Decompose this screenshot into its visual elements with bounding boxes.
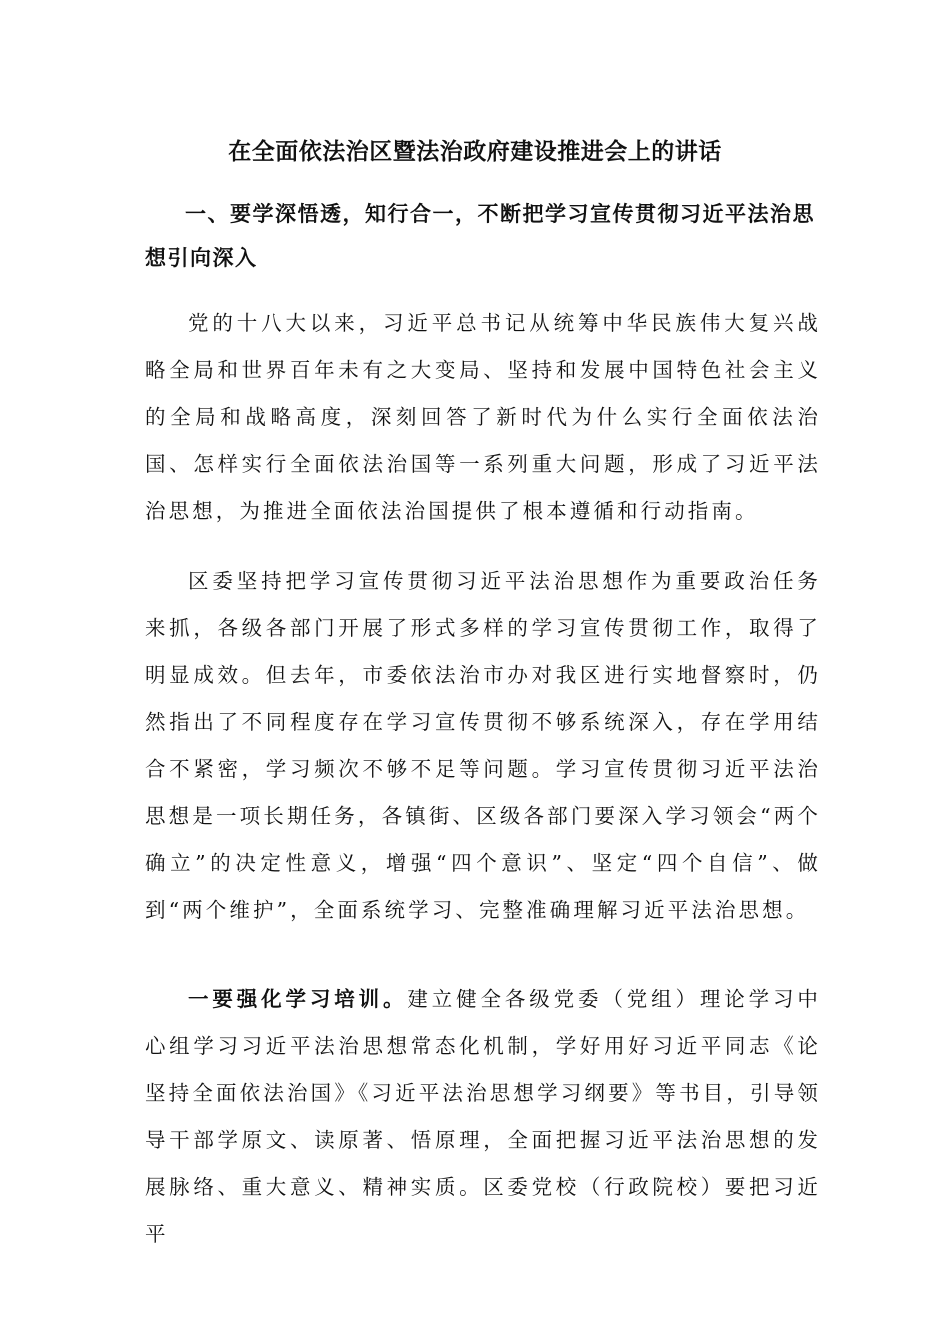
paragraph-3-body: 建立健全各级党委（党组）理论学习中心组学习习近平法治思想常态化机制，学好用好习近平同志《论坚持全面依法治国》《习近平法治思想学习纲要》等书目，引导领导干部学原文、读原著、悟原理，全面把握习近平法治思想的发展脉络、重大意义、精神实质。区委党校（行政院校）要把习近平 <box>145 987 821 1246</box>
paragraph-3 <box>145 976 821 1258</box>
paragraph-1: 党的十八大以来，习近平总书记从统筹中华民族伟大复兴战略全局和世界百年未有之大变局、坚持和发展中国特色社会主义的全局和战略高度，深刻回答了新时代为什么实行全面依法治国、怎样实行全面依法治国等一系列重大问题，形成了习近平法治思想，为推进全面依法治国提供了根本遵循和行动指南。 <box>145 311 821 523</box>
section-heading: 一、要学深悟透，知行合一，不断把学习宣传贯彻习近平法治思想引向深入 <box>145 201 815 270</box>
paragraph-lead-phrase: 一要强化学习培训。 <box>188 987 408 1011</box>
document-title: 在全面依法治区暨法治政府建设推进会上的讲话 <box>228 138 722 165</box>
paragraph-2: 区委坚持把学习宣传贯彻习近平法治思想作为重要政治任务来抓，各级各部门开展了形式多样的学习宣传贯彻工作，取得了明显成效。但去年，市委依法治市办对我区进行实地督察时，仍然指出了不同程度存在学习宣传贯彻不够系统深入，存在学用结合不紧密，学习频次不够不足等问题。学习宣传贯彻习近平法治思想是一项长期任务，各镇街、区级各部门要深入学习领会“两个确立”的决定性意义，增强“四个意识”、坚定“四个自信”、做到“两个维护”，全面系统学习、完整准确理解习近平法治思想。 <box>145 569 821 922</box>
